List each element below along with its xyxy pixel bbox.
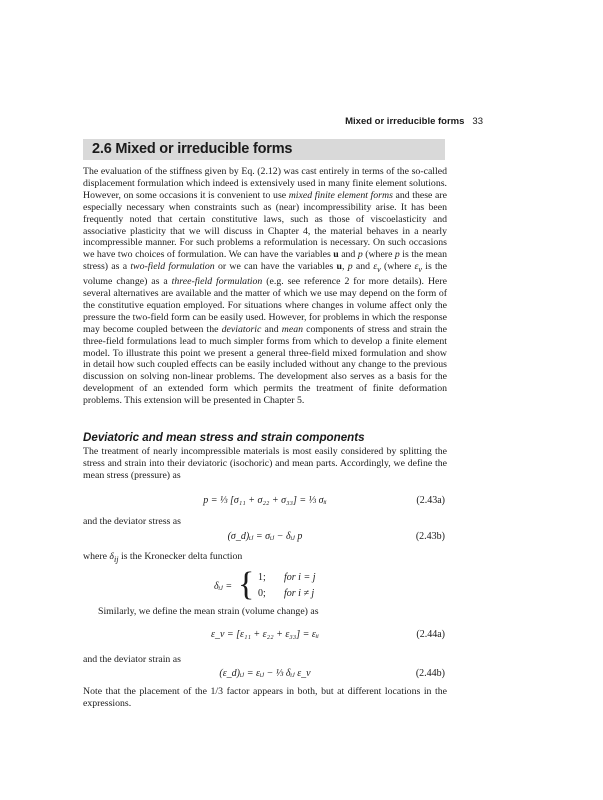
text-run: (e.g. see reference 2 for more details). Here several alternatives are available and the matter of which we use may depend on the form of the constitutive equation employed. For situations where changes in volume affect only the pressure the two-field form can be easily used. However, for problems in which the response may become coupled between the <box>83 276 447 335</box>
text-mean-strain: Similarly, we define the mean strain (volume change) as <box>98 606 319 617</box>
left-brace: { <box>238 566 255 603</box>
text-run: is the Kronecker delta function <box>118 551 243 562</box>
equation-body: ε_v = [ε₁₁ + ε₂₂ + ε₃₃] = εᵢᵢ <box>211 629 319 640</box>
case-equal <box>258 572 315 583</box>
text-run: where <box>83 551 110 562</box>
text-kronecker <box>83 551 242 564</box>
equation-2-44a <box>83 629 447 645</box>
page-number: 33 <box>472 116 483 127</box>
var-epsilon: ε <box>373 261 378 273</box>
text-run: , <box>341 261 348 273</box>
running-head-title: Mixed or irreducible forms <box>345 116 465 127</box>
equation-number: (2.44b) <box>415 668 445 679</box>
text-deviator-stress: and the deviator stress as <box>83 516 181 527</box>
equation-number: (2.43b) <box>415 531 445 542</box>
equation-2-44b <box>83 668 447 684</box>
subscript: v <box>377 265 381 275</box>
running-head <box>345 116 483 127</box>
emphasis-three-field: three-field formulation <box>171 276 263 288</box>
emphasis-two-field: two-field formulation <box>130 261 215 273</box>
vector-u: u <box>333 249 339 261</box>
var-epsilon: ε <box>414 261 419 273</box>
subscript: ij <box>113 554 119 564</box>
text-run: The evaluation of the stiffness given by Eq. (2.12) was cast entirely in terms of the so-called displacement formulation which indeed is extensively used in many finite element solutions. However, on some occasions it is convenient to use <box>83 166 447 201</box>
subsection-title: Deviatoric and mean stress and strain components <box>83 431 365 444</box>
var-delta: δ <box>109 551 114 562</box>
paragraph-note: Note that the placement of the 1/3 factor appears in both, but at different locations in the expressions. <box>83 686 447 709</box>
text-run: (where <box>380 261 415 273</box>
text-run: (where <box>362 249 395 261</box>
text-run: or we can have the variables <box>214 261 337 273</box>
text-run: is the volume change) as a <box>83 261 448 288</box>
equation-body: (ε_d)ᵢⱼ = εᵢⱼ − ⅓ δᵢⱼ ε_v <box>219 668 311 679</box>
case-value: 0; <box>258 588 266 599</box>
case-value: 1; <box>258 572 266 583</box>
case-not-equal <box>258 588 314 599</box>
text-deviator-strain: and the deviator strain as <box>83 654 181 665</box>
equation-body: p = ⅓ [σ₁₁ + σ₂₂ + σ₃₃] = ⅓ σᵢᵢ <box>203 495 327 506</box>
section-title: 2.6 Mixed or irreducible forms <box>92 141 293 157</box>
paragraph-intro <box>83 166 447 407</box>
equation-number: (2.43a) <box>416 495 445 506</box>
text-run: and <box>352 261 374 273</box>
text-run: and <box>338 249 358 261</box>
text-run: and these are especially necessary when constraints such as (near) incompressibility arise. It has been frequently noted that certain constitutive laws, such as those of viscoelasticity and associative plasticity that we will discuss in Chapter 4, the material behaves in a nearly incompressible manner. For such problems a reformulation is necessary. On such occasions we have two choices of formulation. We can have the variables <box>83 189 447 261</box>
equation-body: (σ_d)ᵢⱼ = σᵢⱼ − δᵢⱼ p <box>227 531 303 542</box>
var-p: p <box>357 249 363 261</box>
emphasis-mixed-forms: mixed finite element forms <box>288 189 393 201</box>
text-run: components of stress and strain the three-field formulations lead to much simpler forms from which to develop a finite element model. To illustrate this point we present a general three-field mixed formulation and show in detail how such coupled effects can be easily included without any change to the previous discussion on solving non-linear problems. The development also serves as a basis for the development of an extended form which permits the treatment of finite deformation problems. This extension will be presented in Chapter 5. <box>83 323 447 407</box>
equation-2-43b <box>83 531 447 547</box>
vector-u: u <box>336 261 342 273</box>
kronecker-lhs: δᵢⱼ = <box>214 581 233 592</box>
equation-number: (2.44a) <box>416 629 445 640</box>
emphasis-deviatoric: deviatoric <box>221 323 262 335</box>
text-run: and <box>261 323 282 335</box>
var-p: p <box>394 249 400 261</box>
emphasis-mean: mean <box>281 323 304 335</box>
case-condition: for i ≠ j <box>284 588 315 599</box>
case-condition: for i = j <box>284 572 316 583</box>
equation-2-43a <box>83 495 447 511</box>
kronecker-delta-definition <box>214 566 394 605</box>
text-run: is the mean stress) as a <box>83 249 447 273</box>
paragraph-mean-stress: The treatment of nearly incompressible materials is most easily considered by splitting the stress and strain into their deviatoric (isochoric) and mean parts. Accordingly, we define the mean stress (pressure) as <box>83 446 447 481</box>
var-p: p <box>347 261 353 273</box>
subscript: v <box>418 265 422 275</box>
